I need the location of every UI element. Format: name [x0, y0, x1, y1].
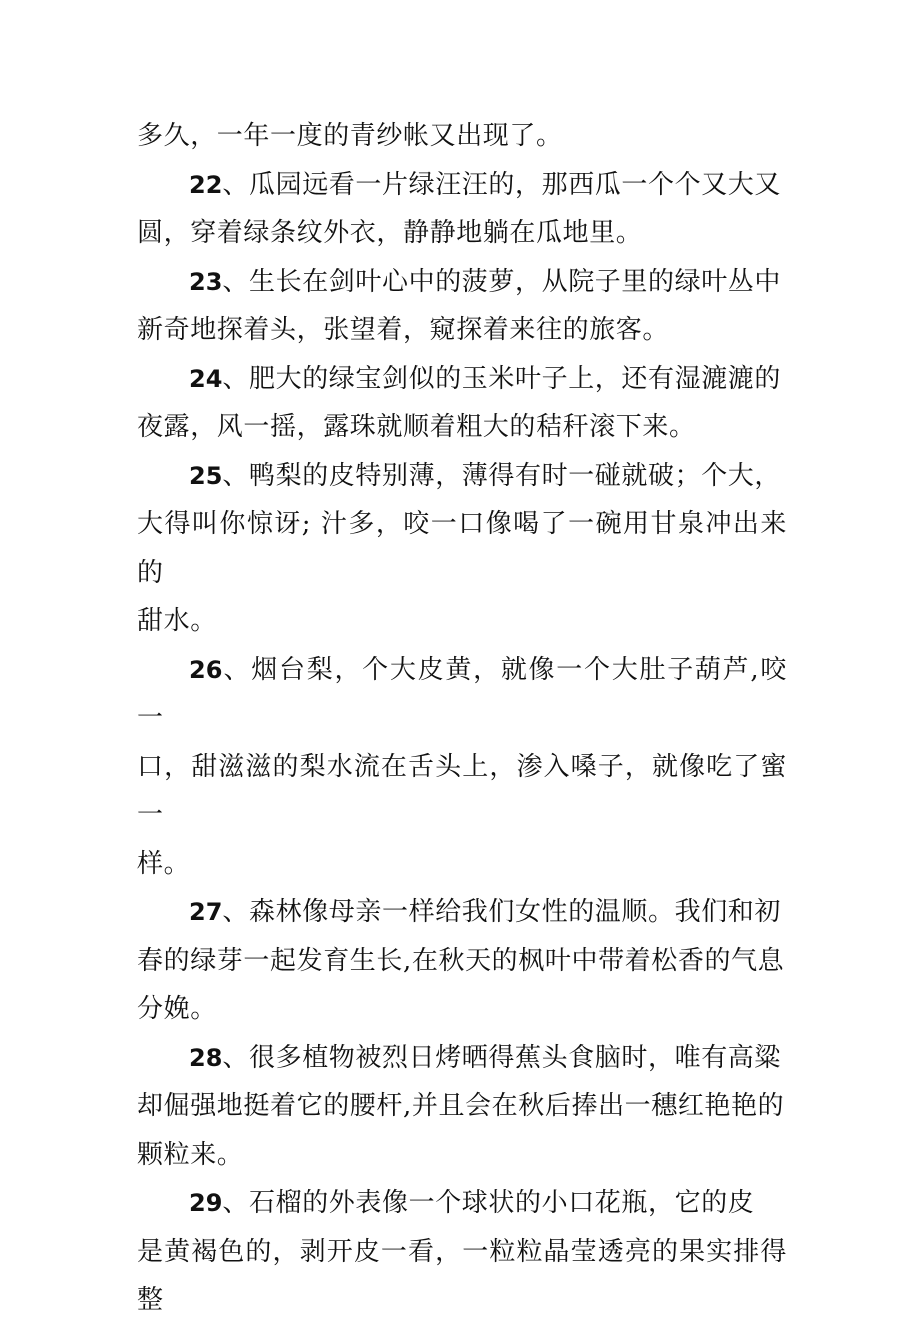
paragraph-24	[137, 355, 787, 452]
text-line: 、烟台梨，个大皮黄，就像一个大肚子葫芦,咬一	[137, 654, 787, 733]
text-line: 颗粒来。	[137, 1139, 244, 1170]
item-number: 22	[189, 170, 223, 199]
paragraph-26	[137, 646, 787, 889]
item-number: 24	[189, 364, 223, 393]
text-line: 口，甜滋滋的梨水流在舌头上，渗入嗓子，就像吃了蜜一	[137, 751, 787, 830]
text-line: 春的绿芽一起发育生长,在秋天的枫叶中带着松香的气息	[137, 945, 785, 976]
text-line: 大得叫你惊讶; 汁多，咬一口像喝了一碗用甘泉冲出来的	[137, 509, 787, 588]
paragraph-23	[137, 258, 787, 355]
text-line: 多久，一年一度的青纱帐又出现了。	[137, 121, 563, 151]
text-line: 、鸭梨的皮特别薄，薄得有时一碰就破；个大，	[222, 460, 782, 491]
text-line: 新奇地探着头，张望着，窥探着来往的旅客。	[137, 315, 670, 345]
text-line: 、生长在剑叶心中的菠萝，从院子里的绿叶丛中	[222, 266, 782, 297]
paragraph-29	[137, 1179, 787, 1325]
item-number: 29	[189, 1189, 223, 1217]
paragraph-25	[137, 452, 787, 646]
item-number: 27	[189, 898, 223, 926]
text-line: 、肥大的绿宝剑似的玉米叶子上，还有湿漉漉的	[222, 363, 782, 394]
paragraph-28	[137, 1034, 787, 1180]
text-line: 、森林像母亲一样给我们女性的温顺。我们和初	[222, 897, 782, 927]
text-line: 是黄褐色的，剥开皮一看，一粒粒晶莹透亮的果实排得整	[137, 1236, 787, 1315]
text-line: 、石榴的外表像一个球状的小口花瓶，它的皮	[222, 1188, 755, 1218]
text-line: 、很多植物被烈日烤晒得蕉头食脑时，唯有高粱	[222, 1042, 782, 1073]
paragraph-22	[137, 161, 787, 258]
document-body	[137, 112, 787, 1325]
text-line: 分娩。	[137, 994, 217, 1024]
item-number: 25	[189, 461, 223, 490]
text-line: 圆，穿着绿条纹外衣，静静地躺在瓜地里。	[137, 218, 643, 248]
text-line: 夜露，风一摇，露珠就顺着粗大的秸秆滚下来。	[137, 412, 696, 442]
paragraph-27	[137, 888, 787, 1034]
item-number: 23	[189, 267, 223, 296]
item-number: 28	[189, 1043, 223, 1072]
text-line: 样。	[137, 848, 191, 879]
text-line: 甜水。	[137, 606, 217, 636]
item-number: 26	[189, 655, 223, 684]
text-line: 却倔强地挺着它的腰杆,并且会在秋后捧出一穗红艳艳的	[137, 1091, 785, 1121]
paragraph-continuation	[137, 112, 787, 161]
text-line: 、瓜园远看一片绿汪汪的，那西瓜一个个又大又	[222, 169, 782, 200]
